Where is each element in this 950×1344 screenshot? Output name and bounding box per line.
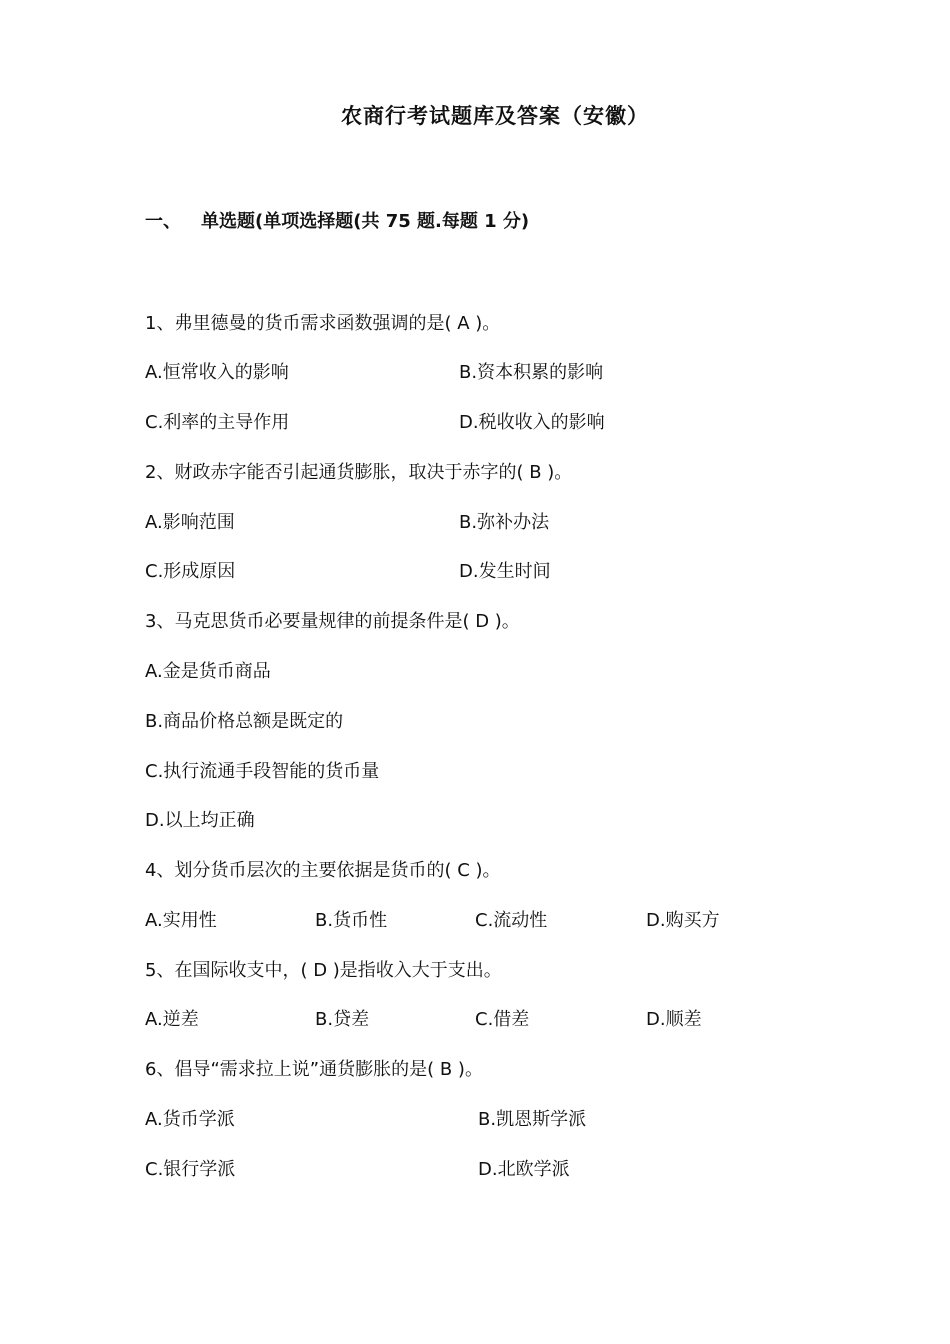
- question-5-option-a: A.逆差: [145, 1009, 199, 1030]
- question-5-option-c: C.借差: [475, 1009, 530, 1030]
- question-3-option-d: D.以上均正确: [145, 810, 255, 831]
- question-3-option-c: C.执行流通手段智能的货币量: [145, 761, 380, 782]
- section-heading: [145, 207, 529, 233]
- question-3-option-a: A.金是货币商品: [145, 661, 271, 682]
- question-5-stem: 5、在国际收支中，( D )是指收入大于支出。: [145, 960, 502, 981]
- question-2-option-b: B.弥补办法: [459, 512, 550, 533]
- question-6-option-d: D.北欧学派: [478, 1159, 570, 1180]
- question-6-option-c: C.银行学派: [145, 1159, 236, 1180]
- question-1-option-a: A.恒常收入的影响: [145, 362, 289, 383]
- question-4-option-b: B.货币性: [315, 910, 388, 931]
- section-number: 一、: [145, 211, 181, 232]
- question-1-stem: 1、弗里德曼的货币需求函数强调的是( A )。: [145, 313, 501, 334]
- question-4-option-a: A.实用性: [145, 910, 217, 931]
- section-label: 单选题(单项选择题(共 75 题.每题 1 分): [201, 211, 530, 232]
- question-4-option-d: D.购买方: [646, 910, 720, 931]
- question-2-option-d: D.发生时间: [459, 561, 551, 582]
- question-5-option-b: B.贷差: [315, 1009, 370, 1030]
- question-3-stem: 3、马克思货币必要量规律的前提条件是( D )。: [145, 611, 520, 632]
- question-2-option-c: C.形成原因: [145, 561, 236, 582]
- question-1-option-d: D.税收收入的影响: [459, 412, 605, 433]
- question-3-option-b: B.商品价格总额是既定的: [145, 711, 344, 732]
- question-1-option-c: C.利率的主导作用: [145, 412, 290, 433]
- question-5-option-d: D.顺差: [646, 1009, 702, 1030]
- question-6-option-a: A.货币学派: [145, 1109, 235, 1130]
- question-1-option-b: B.资本积累的影响: [459, 362, 604, 383]
- document-title: 农商行考试题库及答案（安徽）: [341, 104, 649, 128]
- question-4-option-c: C.流动性: [475, 910, 548, 931]
- question-4-stem: 4、划分货币层次的主要依据是货币的( C )。: [145, 860, 501, 881]
- question-6-stem: 6、倡导“需求拉上说”通货膨胀的是( B )。: [145, 1059, 483, 1080]
- question-2-option-a: A.影响范围: [145, 512, 235, 533]
- question-6-option-b: B.凯恩斯学派: [478, 1109, 587, 1130]
- question-2-stem: 2、财政赤字能否引起通货膨胀，取决于赤字的( B )。: [145, 462, 573, 483]
